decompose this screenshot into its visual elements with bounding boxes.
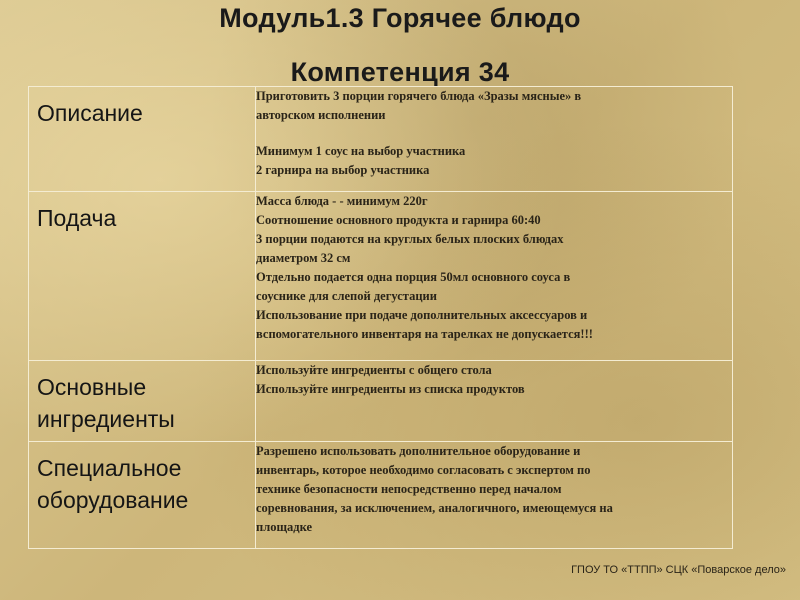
serving-line: вспомогательного инвентаря на тарелках не допускается!!! <box>256 327 593 341</box>
equipment-line: Разрешено использовать дополнительное оборудование и <box>256 444 581 458</box>
row-label-cell <box>29 87 256 192</box>
table-row <box>29 87 733 192</box>
row-content-cell <box>256 87 733 192</box>
equipment-line: инвентарь, которое необходимо согласовать с экспертом по <box>256 463 591 477</box>
row-label-equipment-line2: оборудование <box>37 487 189 513</box>
ingredients-line: Используйте ингредиенты из списка продуктов <box>256 382 525 396</box>
requirements-table <box>28 86 733 549</box>
row-label-cell <box>29 192 256 361</box>
row-label-cell <box>29 361 256 442</box>
row-label-equipment <box>29 442 255 516</box>
equipment-line: технике безопасности непосредственно перед началом <box>256 482 562 496</box>
row-label-ingredients <box>29 361 255 435</box>
footer-organization: ГПОУ ТО «ТТПП» СЦК «Поварское дело» <box>571 564 786 576</box>
ingredients-line: Используйте ингредиенты с общего стола <box>256 363 492 377</box>
table-row <box>29 192 733 361</box>
row-label-ingredients-line2: ингредиенты <box>37 406 175 432</box>
table-row <box>29 442 733 549</box>
description-line: Приготовить 3 порции горячего блюда «Зразы мясные» в <box>256 89 582 103</box>
description-line: авторском исполнении <box>256 108 386 122</box>
table-row <box>29 361 733 442</box>
row-label-cell <box>29 442 256 549</box>
description-line: Минимум 1 соус на выбор участника <box>256 144 466 158</box>
row-label-description: Описание <box>37 100 143 126</box>
serving-line: Использование при подаче дополнительных аксессуаров и <box>256 308 588 322</box>
row-content-cell <box>256 442 733 549</box>
row-label-ingredients-line1: Основные <box>37 374 147 400</box>
serving-line: Масса блюда - - минимум 220г <box>256 194 428 208</box>
serving-line: диаметром 32 см <box>256 251 351 265</box>
row-label-serving: Подача <box>37 205 117 231</box>
serving-line: Отдельно подается одна порция 50мл основного соуса в <box>256 270 571 284</box>
row-content-cell <box>256 361 733 442</box>
serving-line: соуснике для слепой дегустации <box>256 289 437 303</box>
slide-title: Модуль1.3 Горячее блюдо <box>219 3 581 33</box>
description-line: 2 гарнира на выбор участника <box>256 163 430 177</box>
serving-line: Соотношение основного продукта и гарнира 60:40 <box>256 213 541 227</box>
equipment-line: соревнования, за исключением, аналогичного, имеющемуся на <box>256 501 613 515</box>
serving-line: 3 порции подаются на круглых белых плоских блюдах <box>256 232 564 246</box>
row-content-cell <box>256 192 733 361</box>
slide-subtitle: Компетенция 34 <box>290 57 510 87</box>
row-label-equipment-line1: Специальное <box>37 455 182 481</box>
equipment-line: площадке <box>256 520 313 534</box>
